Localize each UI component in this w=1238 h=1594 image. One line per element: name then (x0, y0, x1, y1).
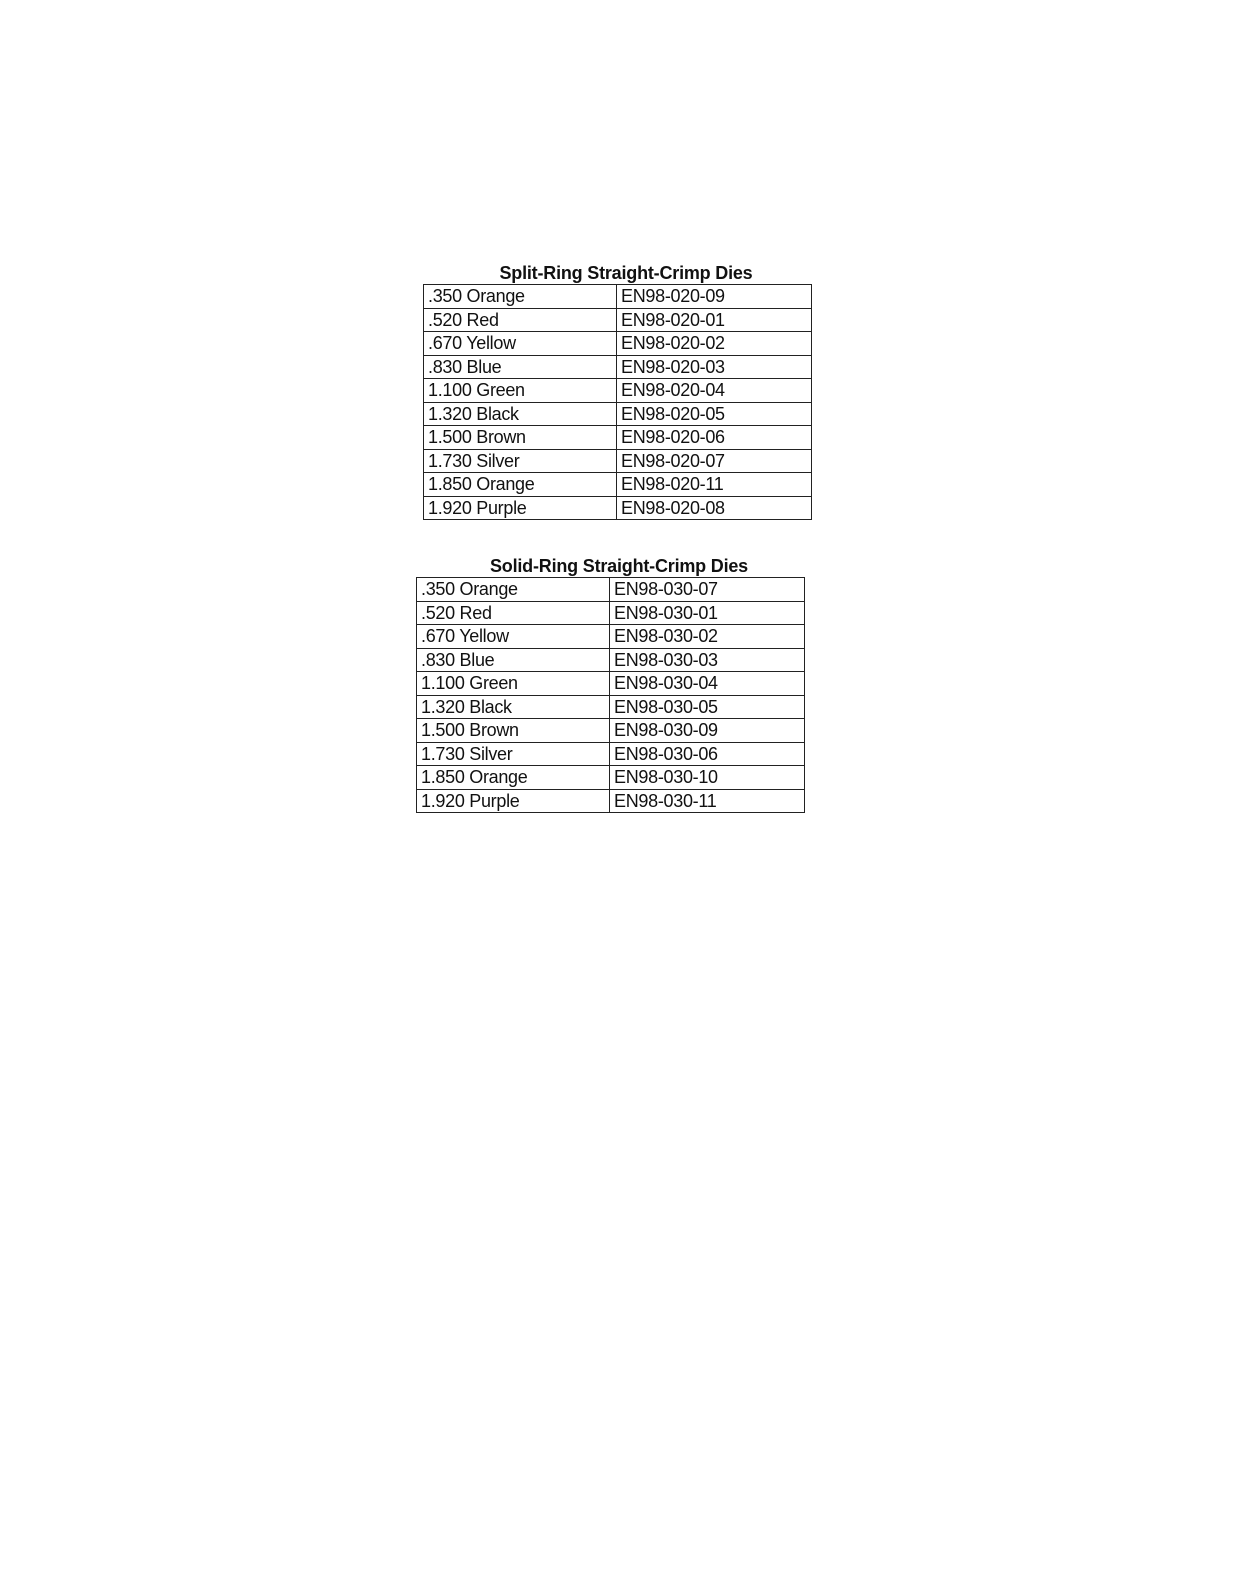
die-part-number: EN98-020-04 (617, 379, 812, 403)
die-size-color: 1.500 Brown (417, 719, 610, 743)
table-row (417, 719, 805, 743)
table-row (424, 402, 812, 426)
die-part-number: EN98-030-06 (610, 742, 805, 766)
die-part-number: EN98-020-06 (617, 426, 812, 450)
split-ring-dies-table (423, 284, 812, 520)
table-row (424, 496, 812, 520)
table-row (417, 789, 805, 813)
die-part-number: EN98-030-04 (610, 672, 805, 696)
die-part-number: EN98-020-11 (617, 473, 812, 497)
die-size-color: .350 Orange (417, 578, 610, 602)
table-row (424, 473, 812, 497)
die-size-color: .350 Orange (424, 285, 617, 309)
die-part-number: EN98-030-07 (610, 578, 805, 602)
table-row (424, 426, 812, 450)
die-size-color: 1.100 Green (424, 379, 617, 403)
table-row (424, 449, 812, 473)
die-part-number: EN98-020-02 (617, 332, 812, 356)
die-part-number: EN98-020-01 (617, 308, 812, 332)
die-part-number: EN98-020-09 (617, 285, 812, 309)
solid-ring-dies-title: Solid-Ring Straight-Crimp Dies (489, 556, 748, 576)
die-part-number: EN98-020-05 (617, 402, 812, 426)
table-row (417, 695, 805, 719)
die-size-color: 1.850 Orange (417, 766, 610, 790)
table-row (424, 355, 812, 379)
die-size-color: 1.850 Orange (424, 473, 617, 497)
table-row (417, 648, 805, 672)
die-size-color: 1.500 Brown (424, 426, 617, 450)
table-row (417, 742, 805, 766)
die-part-number: EN98-030-10 (610, 766, 805, 790)
table-row (424, 379, 812, 403)
table-row (417, 766, 805, 790)
table-row (417, 601, 805, 625)
die-part-number: EN98-020-07 (617, 449, 812, 473)
die-part-number: EN98-020-08 (617, 496, 812, 520)
table-row (424, 332, 812, 356)
die-size-color: .670 Yellow (424, 332, 617, 356)
solid-ring-dies-section (416, 555, 804, 813)
die-size-color: 1.730 Silver (424, 449, 617, 473)
die-part-number: EN98-020-03 (617, 355, 812, 379)
die-part-number: EN98-030-03 (610, 648, 805, 672)
split-ring-dies-title: Split-Ring Straight-Crimp Dies (499, 263, 753, 283)
split-ring-dies-section (423, 262, 811, 520)
die-size-color: 1.100 Green (417, 672, 610, 696)
die-part-number: EN98-030-02 (610, 625, 805, 649)
table-row (417, 672, 805, 696)
table-row (417, 625, 805, 649)
solid-ring-dies-body (417, 578, 805, 813)
split-ring-dies-body (424, 285, 812, 520)
die-part-number: EN98-030-11 (610, 789, 805, 813)
die-size-color: 1.320 Black (424, 402, 617, 426)
die-size-color: .520 Red (424, 308, 617, 332)
table-row (424, 285, 812, 309)
die-size-color: 1.920 Purple (424, 496, 617, 520)
die-part-number: EN98-030-09 (610, 719, 805, 743)
die-part-number: EN98-030-05 (610, 695, 805, 719)
table-row (424, 308, 812, 332)
solid-ring-dies-table (416, 577, 805, 813)
die-size-color: .830 Blue (424, 355, 617, 379)
die-size-color: .830 Blue (417, 648, 610, 672)
die-size-color: .670 Yellow (417, 625, 610, 649)
die-part-number: EN98-030-01 (610, 601, 805, 625)
die-size-color: .520 Red (417, 601, 610, 625)
die-size-color: 1.320 Black (417, 695, 610, 719)
die-size-color: 1.920 Purple (417, 789, 610, 813)
table-row (417, 578, 805, 602)
die-size-color: 1.730 Silver (417, 742, 610, 766)
